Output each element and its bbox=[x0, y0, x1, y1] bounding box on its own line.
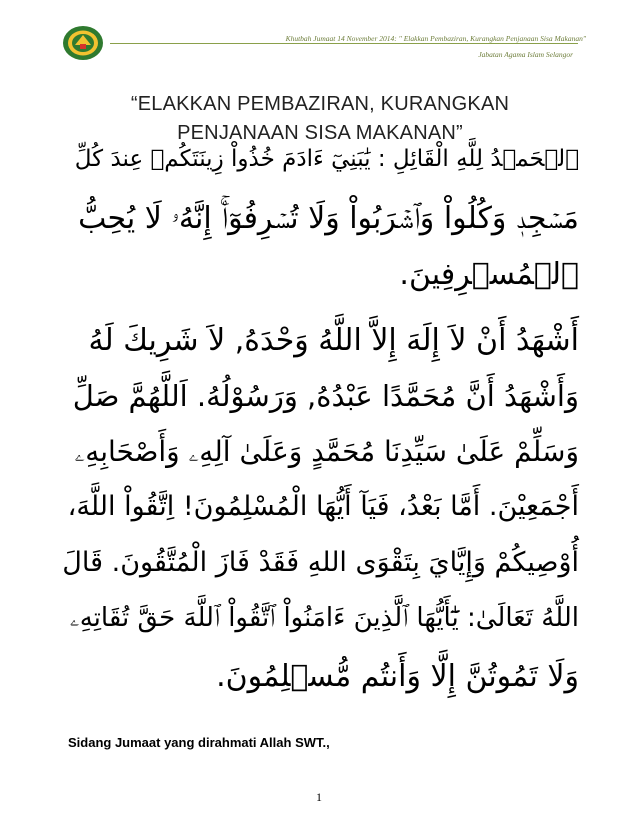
header-rule bbox=[110, 43, 578, 44]
arabic-line-10: وَلَا تَمُوتُنَّ إِلَّا وَأَنتُم مُّسۡلِمُونَ. bbox=[216, 659, 579, 694]
page-number: 1 bbox=[316, 790, 322, 804]
arabic-line-1: ٱلۡحَمۡدُ لِلَّهِ الْقَائِلِ : يَٰبَنِيٓ ءَادَمَ خُذُواْ زِينَتَكُمۡ عِندَ كُلِّ bbox=[74, 146, 579, 172]
arabic-line-8: أُوْصِيكُمْ وَإِيَّايَ بِتَقْوَى اللهِ فَقَدْ فَازَ الْمُتَّقُونَ. قَالَ bbox=[62, 547, 579, 578]
salutation-text: Sidang Jumaat yang dirahmati Allah SWT., bbox=[68, 735, 330, 750]
title-line-2: PENJANAAN SISA MAKANAN” bbox=[177, 122, 463, 144]
arabic-line-2: مَسۡجِدٖ وَكُلُواْ وَٱشۡرَبُواْ وَلَا تُسۡرِفُوٓاْۚ إِنَّهُۥ لَا يُحِبُّ bbox=[78, 201, 579, 236]
header-department: Jabatan Agama Islam Selangor bbox=[478, 50, 573, 59]
arabic-line-6: وَسَلِّمْ عَلَىٰ سَيِّدِنَا مُحَمَّدٍ وَعَلَىٰ آلِهِۦ وَأَصْحَابِهِۦ bbox=[74, 435, 579, 468]
jais-logo-icon bbox=[61, 24, 105, 62]
header-khutbah-info: Khutbah Jumaat 14 November 2014: " Elakkan Pembaziran, Kurangkan Penjanaan Sisa Makanan" bbox=[285, 34, 586, 43]
arabic-line-4: أَشْهَدُ أَنْ لاَ إِلَهَ إِلاَّ اللَّهُ وَحْدَهُ, لاَ شَرِيكَ لَهُ bbox=[88, 323, 579, 358]
arabic-line-3: ٱلۡمُسۡرِفِينَ. bbox=[399, 257, 579, 292]
arabic-line-7: أَجْمَعِيْنَ. أَمَّا بَعْدُ، فَيَآ أَيُّهَا الْمُسْلِمُونَ! اِتَّقُواْ اللَّهَ، bbox=[67, 491, 579, 522]
arabic-line-9: اللَّهُ تَعَالَىٰ: يَٰٓأَيُّهَا ٱلَّذِينَ ءَامَنُواْ ٱتَّقُواْ ٱللَّهَ حَقَّ تُقَاتِهِۦ bbox=[69, 603, 579, 633]
khutbah-title bbox=[40, 90, 600, 148]
title-line-1: “ELAKKAN PEMBAZIRAN, KURANGKAN bbox=[130, 93, 510, 115]
arabic-line-5: وَأَشْهَدُ أَنَّ مُحَمَّدًا عَبْدُهُ, وَرَسُوْلُهُ. اَللَّهُمَّ صَلِّ bbox=[72, 379, 579, 413]
